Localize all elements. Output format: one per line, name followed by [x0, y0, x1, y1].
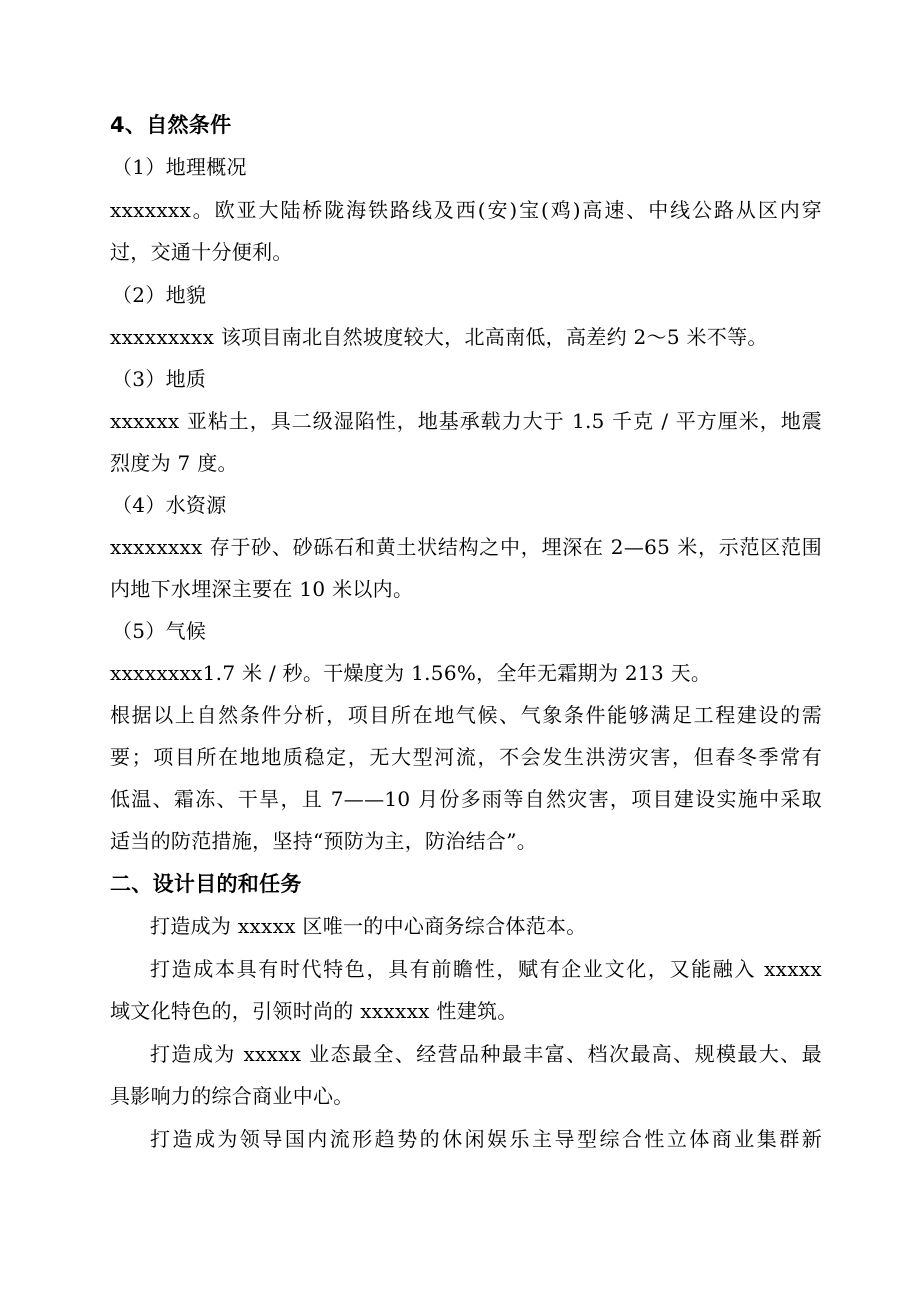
geo-paragraph-line-1: xxxxxxx。欧亚大陆桥陇海铁路线及西(安)宝(鸡)高速、中线公路从区内穿	[110, 198, 822, 222]
goal-3-line-2: 具影响力的综合商业中心。	[110, 1084, 354, 1108]
goal-2-line-1: 打造成本具有时代特色，具有前瞻性，赋有企业文化，又能融入 xxxxx	[150, 957, 822, 981]
climate-paragraph-line-1: xxxxxxxx1.7 米 / 秒。干燥度为 1.56%，全年无霜期为 213 天。	[110, 661, 712, 685]
analysis-paragraph-line-3: 低温、霜冻、干旱，且 7——10 月份多雨等自然灾害，项目建设实施中采取	[110, 787, 822, 811]
goal-2-line-2: 域文化特色的，引领时尚的 xxxxxx 性建筑。	[110, 999, 518, 1023]
geology-heading: （3）地质	[112, 367, 207, 391]
analysis-paragraph-line-4: 适当的防范措施，坚持“预防为主，防治结合”。	[110, 829, 538, 853]
goal-3-line-1: 打造成为 xxxxx 业态最全、经营品种最丰富、档次最高、规模最大、最	[150, 1042, 822, 1066]
analysis-paragraph-line-2: 要；项目所在地地质稳定，无大型河流，不会发生洪涝灾害，但春冬季常有	[110, 745, 822, 769]
geology-paragraph-line-2: 烈度为 7 度。	[110, 451, 238, 475]
geology-paragraph-line-1: xxxxxx 亚粘土，具二级湿陷性，地基承载力大于 1.5 千克 / 平方厘米，地震	[110, 409, 822, 433]
geo-heading: （1）地理概况	[112, 155, 247, 179]
goal-4-line-1: 打造成为领导国内流形趋势的休闲娱乐主导型综合性立体商业集群新	[150, 1127, 822, 1151]
landform-heading: （2）地貌	[112, 283, 207, 307]
goal-1-line-1: 打造成为 xxxxx 区唯一的中心商务综合体范本。	[150, 914, 587, 938]
geo-paragraph-line-2: 过，交通十分便利。	[110, 240, 293, 264]
water-paragraph-line-2: 内地下水埋深主要在 10 米以内。	[110, 577, 414, 601]
section-2-title: 二、设计目的和任务	[110, 872, 302, 896]
climate-heading: （5）气候	[112, 619, 207, 643]
section-4-title: 4、自然条件	[110, 113, 232, 137]
analysis-paragraph-line-1: 根据以上自然条件分析，项目所在地气候、气象条件能够满足工程建设的需	[110, 703, 822, 727]
landform-paragraph-line-1: xxxxxxxxx 该项目南北自然坡度较大，北高南低，高差约 2～5 米不等。	[110, 325, 768, 349]
water-paragraph-line-1: xxxxxxxx 存于砂、砂砾石和黄土状结构之中，埋深在 2—65 米，示范区范围	[110, 535, 822, 559]
water-heading: （4）水资源	[112, 493, 227, 517]
